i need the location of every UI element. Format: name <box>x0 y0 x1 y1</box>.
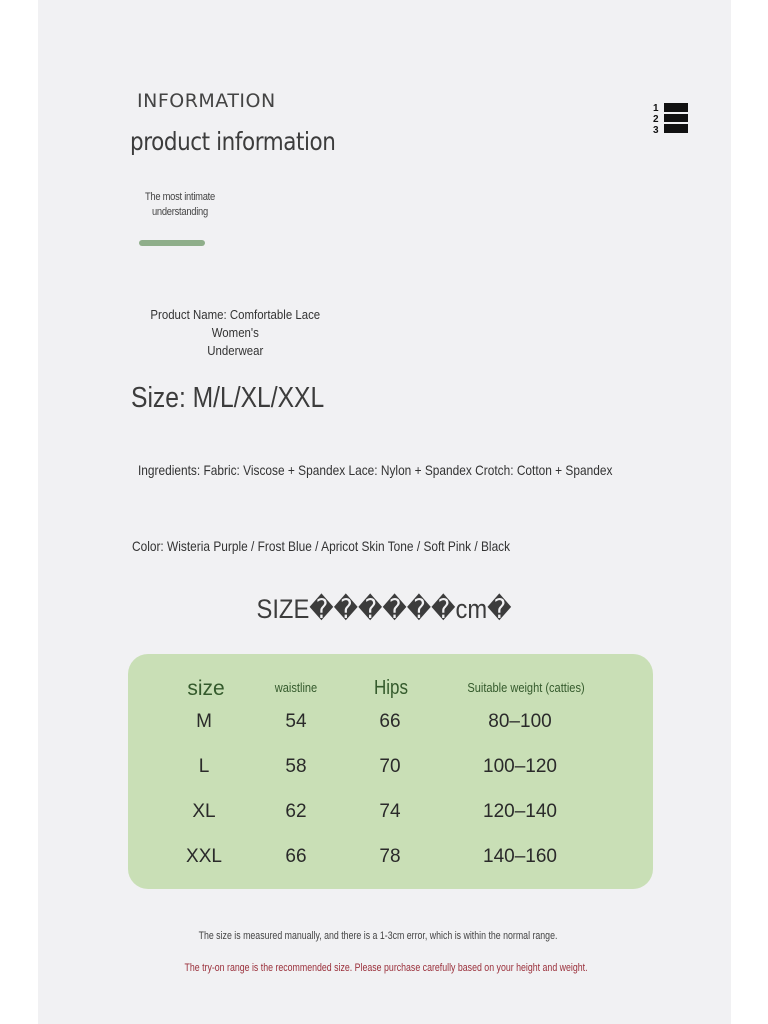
header-waistline: waistline <box>274 680 318 695</box>
product-name-line-2: Underwear <box>207 343 264 358</box>
table-cell: 54 <box>285 711 307 732</box>
section-label: INFORMATION <box>137 90 276 112</box>
table-cell: M <box>196 711 212 732</box>
table-cell: 62 <box>285 801 307 822</box>
tagline-line-1: The most intimate <box>144 191 215 203</box>
table-cell: 78 <box>379 846 401 867</box>
product-name <box>142 306 329 360</box>
svg-text:3: 3 <box>653 125 659 135</box>
header-weight: Suitable weight (catties) <box>467 680 585 695</box>
tagline <box>140 190 220 220</box>
table-cell: 120–140 <box>483 801 557 822</box>
table-cell: XL <box>192 801 216 822</box>
accent-bar <box>139 240 205 246</box>
size-chart-title: SIZE������cm� <box>256 594 512 624</box>
header-size: size <box>187 677 225 700</box>
page-title: product information <box>130 127 336 156</box>
header-hips: Hips <box>373 677 409 699</box>
table-cell: 70 <box>379 756 401 777</box>
table-cell: 58 <box>285 756 307 777</box>
numbered-list-icon <box>652 101 690 135</box>
table-cell: 140–160 <box>483 846 557 867</box>
table-cell: L <box>198 756 210 777</box>
recommendation-note: The try-on range is the recommended size. Please purchase carefully based on your height and weight. <box>184 962 588 974</box>
color-options: Color: Wisteria Purple / Frost Blue / Apricot Skin Tone / Soft Pink / Black <box>132 538 511 554</box>
svg-text:2: 2 <box>653 114 659 125</box>
table-cell: 66 <box>285 846 307 867</box>
table-cell: 80–100 <box>488 711 552 732</box>
table-cell: 100–120 <box>483 756 557 777</box>
measurement-note: The size is measured manually, and there is a 1-3cm error, which is within the normal range. <box>198 930 558 942</box>
size-options: Size: M/L/XL/XXL <box>131 382 325 414</box>
table-cell: 74 <box>379 801 401 822</box>
ingredients: Ingredients: Fabric: Viscose + Spandex Lace: Nylon + Spandex Crotch: Cotton + Spandex <box>138 462 613 478</box>
tagline-line-2: understanding <box>151 206 208 218</box>
product-name-line-1: Product Name: Comfortable Lace Women's <box>150 307 321 340</box>
table-cell: XXL <box>186 846 222 867</box>
svg-text:1: 1 <box>653 103 659 114</box>
table-cell: 66 <box>379 711 401 732</box>
